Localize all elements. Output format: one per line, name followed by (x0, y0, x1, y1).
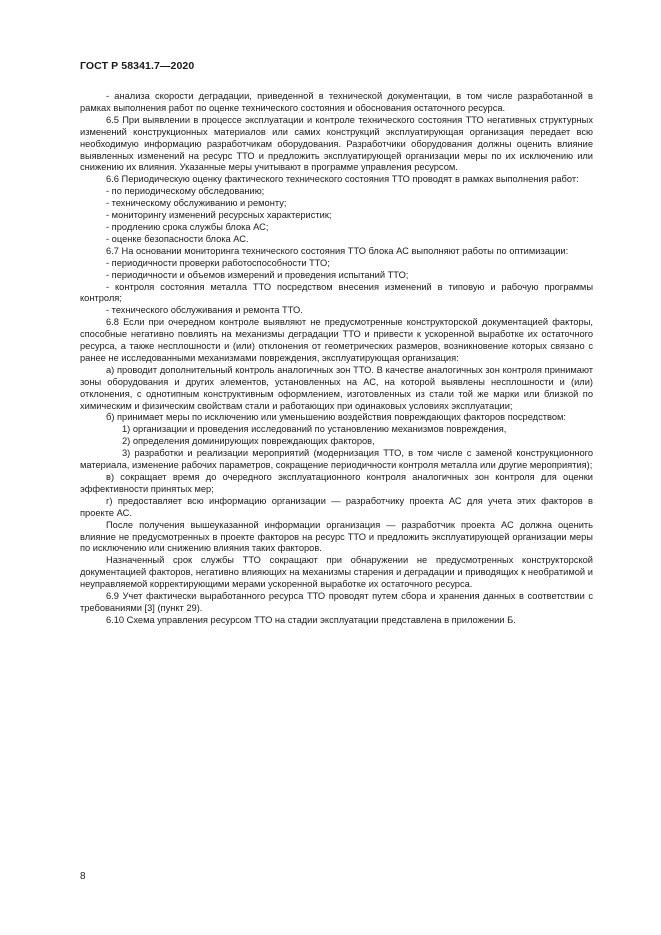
list-item: - периодичности и объемов измерений и проведения испытаний ТТО; (106, 269, 409, 280)
page-number: 8 (80, 871, 86, 882)
list-item: г) предоставляет всю информацию организации — разработчику проекта АС для учета этих факторов в проекте АС. (80, 495, 593, 518)
paragraph: 6.7 На основании мониторинга технического состояния ТТО блока АС выполняют работы по оптимизации: (106, 245, 569, 256)
list-item: - продлению срока службы блока АС; (106, 221, 269, 232)
list-item: - техническому обслуживанию и ремонту; (106, 198, 287, 209)
document-body (80, 91, 593, 627)
paragraph: 6.6 Периодическую оценку фактического технического состояния ТТО проводят в рамках выполнения работ: (106, 174, 579, 185)
paragraph: 6.8 Если при очередном контроле выявляют не предусмотренные конструкторской документацией факторы, способные негативно повлиять на механизмы деградации ТТО и привести к ускоренной выработке их остаточного ресурса, а также несплошности и (или) отклонения от геометрических размеров, возникновение которых связано с ранее не исследованными механизмами повреждения, эксплуатирующая организация: (80, 317, 593, 363)
sub-list-item: 3) разработки и реализации мероприятий (модернизация ТТО, в том числе с заменой конструкционного материала, изменение рабочих параметров, сокращение периодичности контроля металла или другие мероприятия); (80, 448, 593, 471)
list-item: - мониторингу изменений ресурсных характеристик; (106, 210, 332, 221)
sub-list-item: 2) определения доминирующих повреждающих факторов, (122, 436, 375, 447)
paragraph: - анализа скорости деградации, приведенной в технической документации, в том числе разработанной в рамках выполнения работ по оценке технического состояния и обоснования остаточного ресурса. (80, 91, 593, 113)
paragraph: 6.9 Учет фактически выработанного ресурса ТТО проводят путем сбора и хранения данных в соответствии с требованиями [3] (пункт 29). (80, 591, 593, 613)
paragraph: После получения вышеуказанной информации организация — разработчик проекта АС должна оценить влияние не предусмотренных в проекте факторов на ресурс ТТО и предложить эксплуатирующей организации меры по исключению или снижению влияния таких факторов. (80, 519, 593, 554)
list-item: б) принимает меры по исключению или уменьшению воздействия повреждающих факторов посредством: (106, 412, 566, 423)
list-item: - периодичности проверки работоспособности ТТО; (106, 257, 330, 268)
list-item: - по периодическому обследованию; (106, 186, 265, 197)
paragraph: 6.5 При выявлении в процессе эксплуатации и контроле технического состояния ТТО негативных структурных изменений конструкционных материалов или самих конструкций эксплуатирующая организация передает всю необходимую информацию разработчикам оборудования. Разработчики оборудования должны оценить влияние выявленных изменений на ресурс ТТО и предложить эксплуатирующей организации меры по их исключению или снижению их влияния. Указанные меры учитывают в программе управления ресурсом. (80, 114, 593, 173)
document-header: ГОСТ Р 58341.7—2020 (80, 60, 195, 72)
list-item: - оценке безопасности блока АС. (106, 233, 249, 244)
list-item: - технического обслуживания и ремонта ТТО. (106, 305, 303, 316)
list-item: - контроля состояния металла ТТО посредством внесения изменений в типовую и рабочую программы контроля; (80, 281, 593, 304)
list-item: в) сокращает время до очередного эксплуатационного контроля аналогичных зон контроля для оценки эффективности принятых мер; (80, 472, 593, 494)
paragraph: Назначенный срок службы ТТО сокращают при обнаружении не предусмотренных конструкторской документацией факторов, негативно влияющих на механизмы старения и деградации и приводящих к необратимой и неуправляемой корректирующими мерами ускоренной выработке их остаточного ресурса. (80, 555, 593, 590)
list-item: а) проводит дополнительный контроль аналогичных зон ТТО. В качестве аналогичных зон контроля принимают зоны оборудования и других элементов, установленных на АС, на которой выявлены несплошности и (или) отклонения, с однотипным конструктивным оформлением, изготовленных из стали той же марки или близкой по химическим и физическим свойствам стали и работающих при одинаковых условиях эксплуатации; (80, 364, 593, 411)
sub-list-item: 1) организации и проведения исследований по установлению механизмов повреждения, (122, 424, 507, 435)
paragraph: 6.10 Схема управления ресурсом ТТО на стадии эксплуатации представлена в приложении Б. (106, 614, 516, 625)
